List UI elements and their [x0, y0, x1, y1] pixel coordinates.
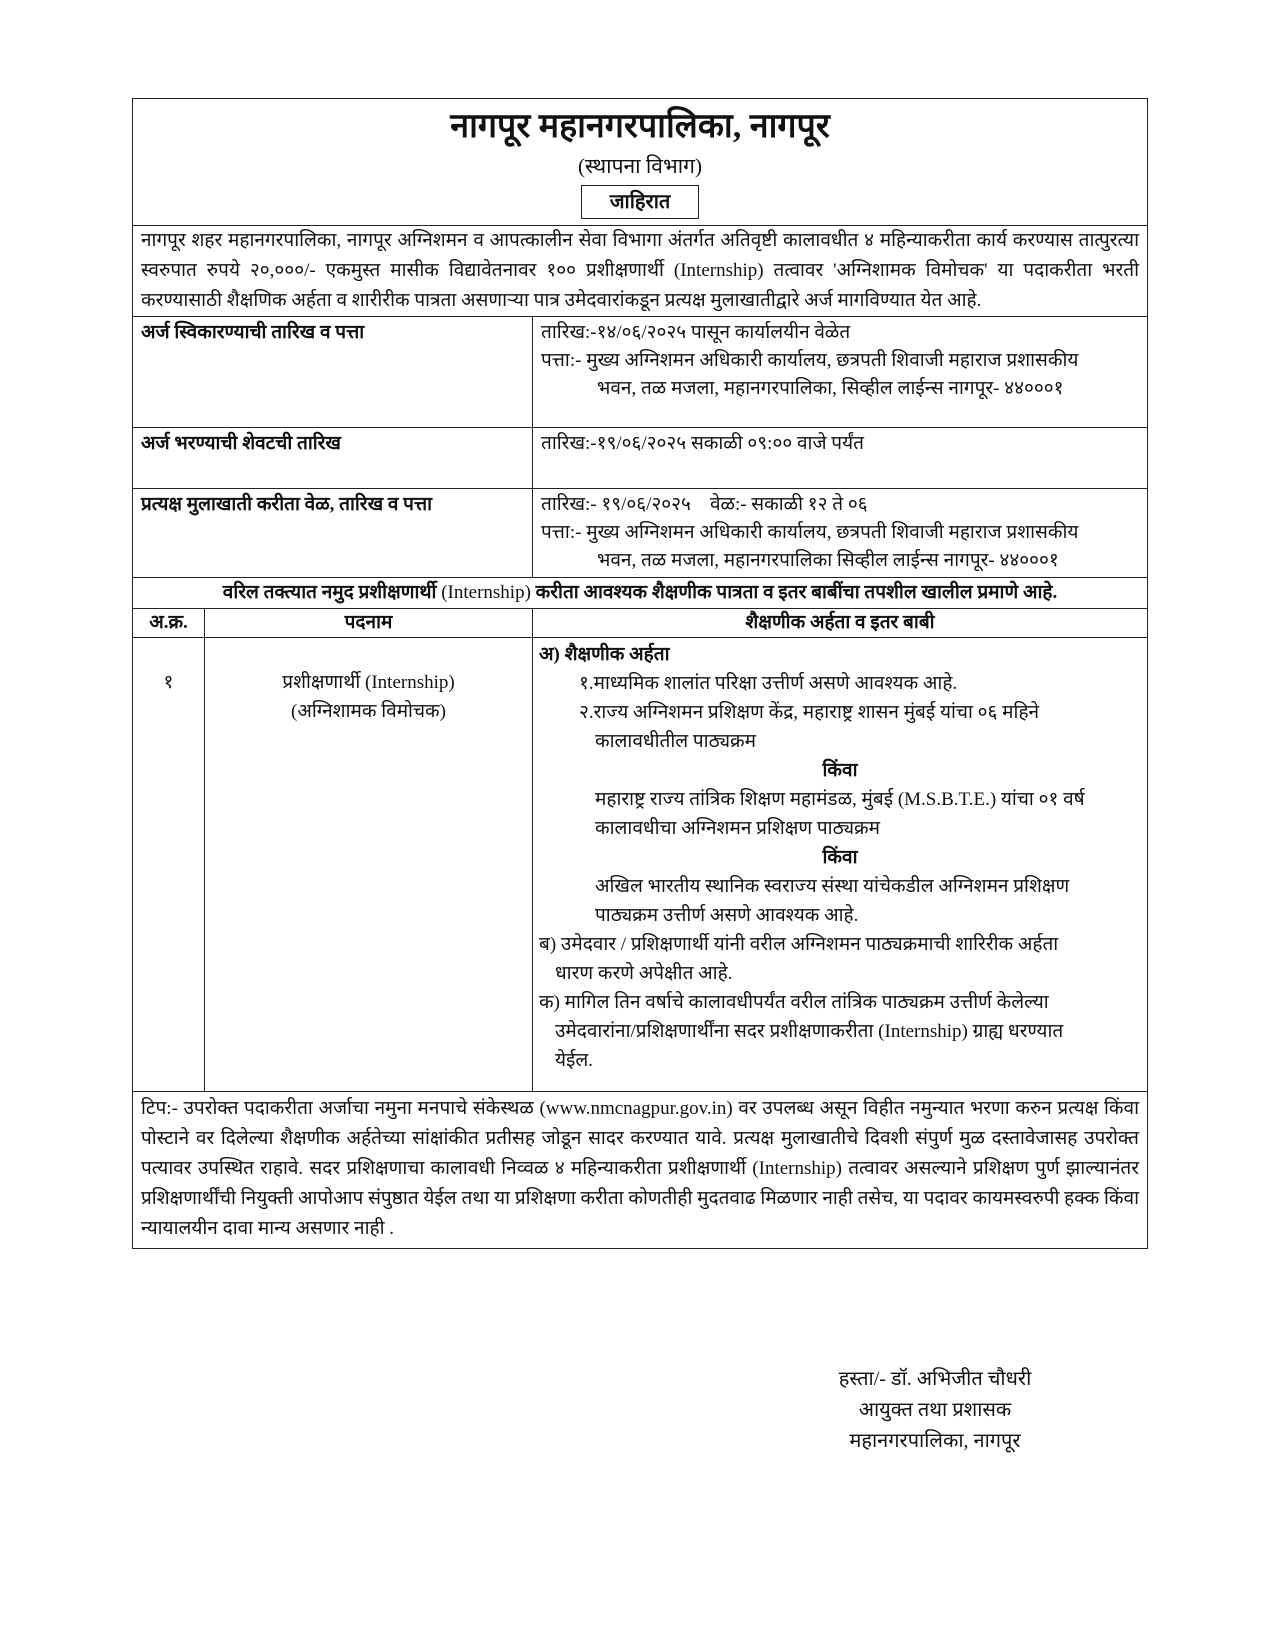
- intro-paragraph: नागपूर शहर महानगरपालिका, नागपूर अग्निशमन व आपत्कालीन सेवा विभागा अंतर्गत अतिवृष्टी कालावधीत ४ महिन्याकरीता कार्य करण्यास तात्पुरत्या स्वरुपात रुपये २०,०००/- एकमुस्त मासीक विद्यावेतनावर १०० प्रशीक्षणार्थी (Internship) तत्वावर 'अग्निशामक विमोचक' या पदाकरीता भरती करण्यासाठी शैक्षणिक अर्हता व शारीरीक पात्रता असणाऱ्या पात्र उमेदवारांकडून प्रत्यक्ष मुलाखातीद्वारे अर्ज मागविण्यात येत आहे.: [133, 226, 1147, 317]
- advertisement-document: [132, 98, 1148, 1249]
- prior-course-eligibility-cont: उमेदवारांना/प्रशिक्षणार्थींना सदर प्रशीक्षणाकरीता (Internship) ग्राह्य धरण्यात: [555, 1021, 1064, 1042]
- department-name: (स्थापना विभाग): [577, 154, 702, 178]
- cell-post: [205, 638, 533, 1091]
- or-separator: किंवा: [822, 760, 858, 781]
- notice-label: जाहिरात: [581, 185, 700, 219]
- info-row-application-address: [133, 317, 1147, 428]
- info-label: अर्ज भरण्याची शेवटची तारिख: [133, 428, 533, 488]
- document-header: [133, 99, 1147, 226]
- cell-qualification: [533, 638, 1147, 1091]
- info-value: [533, 489, 1147, 577]
- or-separator: किंवा: [822, 847, 858, 868]
- info-address-line1: पत्ता:- मुख्य अग्निशमन अधिकारी कार्यालय, छत्रपती शिवाजी महाराज प्रशासकीय: [541, 522, 1079, 543]
- info-date: तारिख:-१९/०६/२०२५ सकाळी ०९:०० वाजे पर्यंत: [541, 433, 864, 454]
- prior-course-eligibility-end: येईल.: [555, 1050, 593, 1071]
- info-address-line2: भवन, तळ मजला, महानगरपालिका सिव्हील लाईन्स नागपूर- ४४०००१: [597, 550, 1059, 571]
- physical-requirement-cont: धारण करणे अपेक्षीत आहे.: [555, 963, 733, 984]
- note-paragraph: टिप:- उपरोक्त पदाकरीता अर्जाचा नमुना मनपाचे संकेस्थळ (www.nmcnagpur.gov.in) वर उपलब्ध असून विहीत नमुन्यात भरणा करुन प्रत्यक्ष किंवा पोस्टाने वर दिलेल्या शैक्षणीक अर्हतेच्या सांक्षांकीत प्रतीसह जोडून सादर करण्यात यावे. प्रत्यक्ष मुलाखातीचे दिवशी संपुर्ण मुळ दस्तावेजासह उपरोक्त पत्यावर उपस्थित राहावे. सदर प्रशिक्षणाचा कालावधी निव्वळ ४ महिन्याकरीता प्रशीक्षणार्थी (Internship) तत्वावर असल्याने प्रशिक्षण पुर्ण झाल्यानंतर प्रशिक्षणार्थींची नियुक्ती आपोआप संपुष्ठात येईल तथा या प्रशिक्षणा करीता कोणतीही मुदतवाढ मिळणार नाही तसेच, या पदावर कायमस्वरुपी हक्क किंवा न्यायालयीन दावा मान्य असणार नाही .: [141, 1098, 1139, 1239]
- qualification-item: महाराष्ट्र राज्य तांत्रिक शिक्षण महामंडळ, मुंबई (M.S.B.T.E.) यांचा ०१ वर्ष: [595, 789, 1085, 810]
- prior-course-eligibility: क) मागिल तिन वर्षाचे कालावधीपर्यंत वरील तांत्रिक पाठ्यक्रम उत्तीर्ण केलेल्या: [539, 992, 1049, 1013]
- qualification-item-cont: कालावधीचा अग्निशमन प्रशिक्षण पाठ्यक्रम: [595, 818, 881, 839]
- table-intro-part3: करीता आवश्यक शैक्षणीक पात्रता व इतर बाबींचा तपशील खालील प्रमाणे आहे.: [530, 582, 1058, 603]
- qualification-item-cont: कालावधीतील पाठ्यक्रम: [595, 731, 756, 752]
- info-row-last-date: [133, 428, 1147, 489]
- info-address-line2: भवन, तळ मजला, महानगरपालिका, सिव्हील लाईन्स नागपूर- ४४०००१: [597, 378, 1064, 399]
- column-header-sr: अ.क्र.: [133, 609, 205, 637]
- signature-block: [800, 1364, 1070, 1457]
- qualification-item-cont: पाठ्यक्रम उत्तीर्ण असणे आवश्यक आहे.: [595, 905, 859, 926]
- post-subtitle: (अग्निशामक विमोचक): [291, 701, 446, 722]
- table-intro: [133, 578, 1147, 609]
- qualification-heading: अ) शैक्षणीक अर्हता: [539, 644, 670, 665]
- info-label: प्रत्यक्ष मुलाखाती करीता वेळ, तारिख व पत्ता: [133, 489, 533, 577]
- table-header-row: [133, 609, 1147, 638]
- info-address-line1: पत्ता:- मुख्य अग्निशमन अधिकारी कार्यालय, छत्रपती शिवाजी महाराज प्रशासकीय: [541, 350, 1079, 371]
- physical-requirement: ब) उमेदवार / प्रशिक्षणार्थी यांनी वरील अग्निशमन पाठ्यक्रमाची शारिरीक अर्हता: [539, 934, 1059, 955]
- info-date: तारिख:- १९/०६/२०२५ वेळ:- सकाळी १२ ते ०६: [541, 494, 868, 515]
- table-intro-part2: (Internship): [441, 582, 531, 603]
- table-intro-part1: वरिल तक्त्यात नमुद प्रशीक्षणार्थी: [222, 582, 442, 603]
- qualification-item: अखिल भारतीय स्थानिक स्वराज्य संस्था यांचेकडील अग्निशमन प्रशिक्षण: [595, 876, 1070, 897]
- post-title: प्रशीक्षणार्थी (Internship): [282, 672, 455, 693]
- cell-sr: १: [133, 638, 205, 1091]
- info-date: तारिख:-१४/०६/२०२५ पासून कार्यालयीन वेळेत: [541, 322, 851, 343]
- signatory-organization: महानगरपालिका, नागपूर: [849, 1430, 1021, 1452]
- page-title: नागपूर महानगरपालिका, नागपूर: [450, 108, 830, 145]
- table-row: [133, 638, 1147, 1092]
- qualification-item: १.माध्यमिक शालांत परिक्षा उत्तीर्ण असणे आवश्यक आहे.: [579, 673, 958, 694]
- signatory-designation: आयुक्त तथा प्रशासक: [858, 1399, 1012, 1421]
- info-value: [533, 317, 1147, 427]
- info-value: [533, 428, 1147, 488]
- column-header-post: पदनाम: [205, 609, 533, 637]
- info-label: अर्ज स्विकारण्याची तारिख व पत्ता: [133, 317, 533, 427]
- column-header-qualification: शैक्षणीक अर्हता व इतर बाबी: [745, 612, 935, 633]
- qualification-item: २.राज्य अग्निशमन प्रशिक्षण केंद्र, महाराष्ट्र शासन मुंबई यांचा ०६ महिने: [579, 702, 1040, 723]
- info-row-interview: [133, 489, 1147, 578]
- signatory-name: हस्ता/- डॉ. अभिजीत चौधरी: [838, 1368, 1032, 1390]
